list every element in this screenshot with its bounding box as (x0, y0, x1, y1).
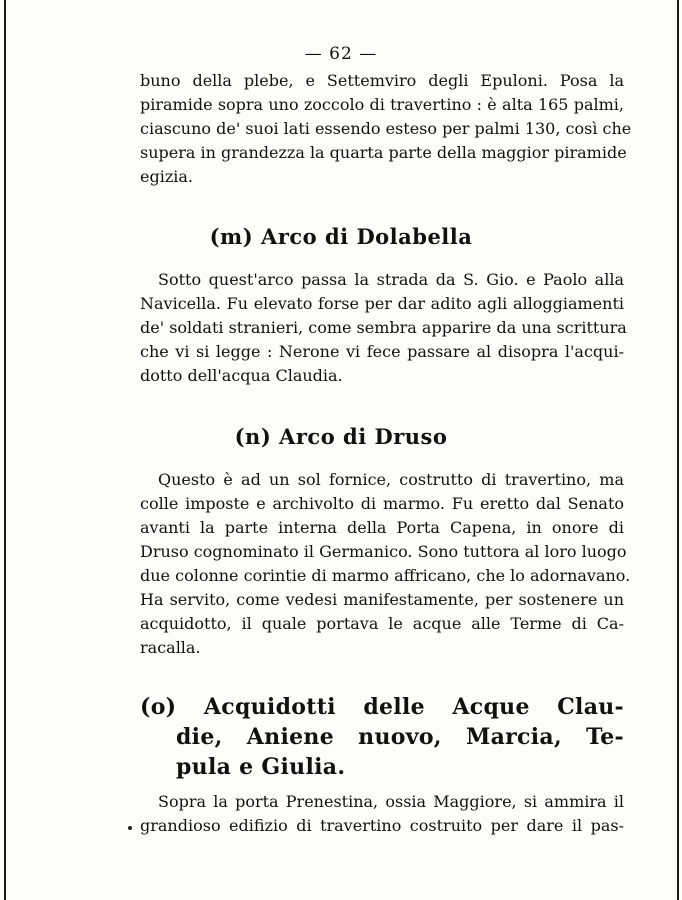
text-line: due colonne corintie di marmo affricano, che lo adornavano. (140, 566, 631, 585)
scan-left-edge (4, 0, 6, 900)
text-line: supera in grandezza la quarta parte della maggior piramide (140, 143, 627, 162)
text-line: racalla. (140, 638, 201, 657)
text-line: avanti la parte interna della Porta Capena, in onore di (140, 518, 624, 537)
paragraph-dolabella (140, 268, 627, 388)
text-line: de' soldati stranieri, come sembra apparire da una scrittura (140, 318, 627, 337)
text-line: acquidotto, il quale portava le acque alle Terme di Ca- (140, 614, 624, 633)
text-line: Navicella. Fu elevato forse per dar adito agli alloggiamenti (140, 294, 624, 313)
text-line: Sotto quest'arco passa la strada da S. Gio. e Paolo alla (158, 270, 624, 289)
text-line: dotto dell'acqua Claudia. (140, 366, 343, 385)
section-heading-n: (n) Arco di Druso (234, 424, 448, 449)
text-line: Ha servito, come vedesi manifestamente, per sostenere un (140, 590, 624, 609)
text-line: Sopra la porta Prenestina, ossia Maggiore, si ammira il (158, 792, 624, 811)
text-line: Druso cognominato il Germanico. Sono tuttora al loro luogo (140, 542, 627, 561)
page-number: — 62 — (304, 44, 378, 64)
paragraph-acquidotti (140, 790, 624, 838)
text-line: ciascuno de' suoi lati essendo esteso per palmi 130, così che (140, 119, 632, 138)
text-line: piramide sopra uno zoccolo di travertino : è alta 165 palmi, (140, 95, 624, 114)
paragraph-continuation (140, 69, 632, 189)
text-line: che vi si legge : Nerone vi fece passare al disopra l'acqui- (140, 342, 624, 361)
text-line: buno della plebe, e Settemviro degli Epuloni. Posa la (140, 71, 624, 90)
heading-line: die, Aniene nuovo, Marcia, Te- (176, 724, 624, 750)
section-heading-m: (m) Arco di Dolabella (209, 224, 473, 249)
text-line: grandioso edifizio di travertino costruito per dare il pas- (140, 816, 624, 835)
section-heading-o (140, 692, 624, 782)
heading-line: (o) Acquidotti delle Acque Clau- (140, 694, 624, 720)
text-line: colle imposte e archivolto di marmo. Fu eretto dal Senato (140, 494, 624, 513)
text-line: Questo è ad un sol fornice, costrutto di travertino, ma (158, 470, 624, 489)
scan-right-edge (677, 0, 679, 900)
heading-line: pula e Giulia. (176, 754, 346, 780)
ink-spot (128, 826, 132, 830)
text-line: egizia. (140, 167, 193, 186)
paragraph-druso (140, 468, 631, 660)
